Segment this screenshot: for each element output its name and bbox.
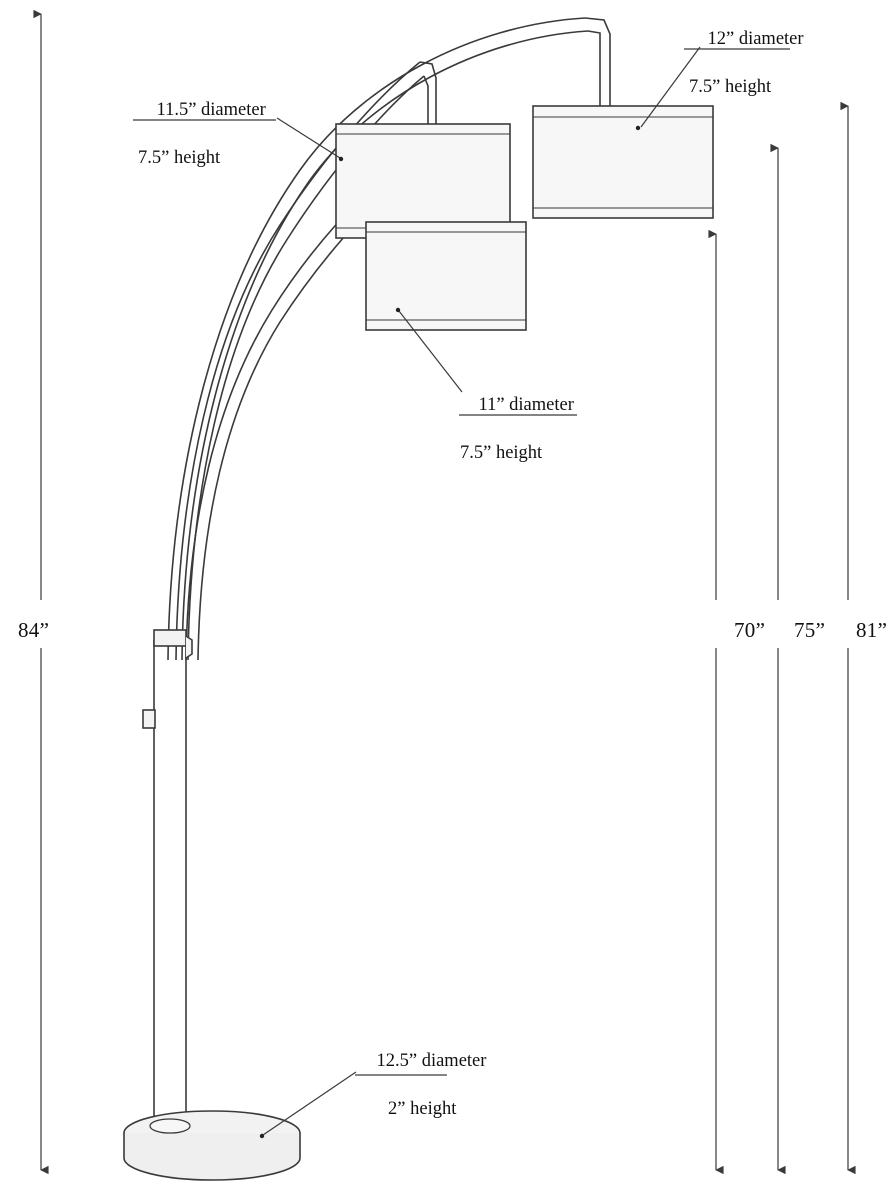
callout-shade-center-line1: 11” diameter: [478, 395, 574, 416]
dimension-label-70: 70”: [734, 618, 766, 642]
lamp-base: [124, 1111, 300, 1180]
callout-base-line1: 12.5” diameter: [376, 1051, 487, 1072]
callout-shade-left-line1: 11.5” diameter: [156, 100, 266, 121]
callout-shade-left: [138, 74, 266, 218]
dimension-label-overall-height: 84”: [18, 618, 50, 642]
lamp-pole: [143, 630, 192, 1124]
lamp-shade-center: [366, 222, 526, 330]
callout-base: [358, 1025, 486, 1169]
callout-shade-right-line1: 12” diameter: [707, 29, 804, 50]
callout-shade-right: [689, 3, 804, 147]
lamp-shade-left: [336, 124, 510, 238]
callout-shade-right-line2: 7.5” height: [689, 77, 772, 98]
lamp-shade-right: [533, 106, 713, 218]
callout-shade-center-line2: 7.5” height: [460, 443, 543, 464]
leader-base: [263, 1072, 356, 1135]
dimension-label-75: 75”: [794, 618, 826, 642]
callout-base-line2: 2” height: [388, 1099, 457, 1120]
dimension-label-81: 81”: [856, 618, 888, 642]
callout-shade-left-line2: 7.5” height: [138, 148, 221, 169]
callout-shade-center: [460, 369, 574, 513]
leader-shade-left: [277, 118, 340, 158]
